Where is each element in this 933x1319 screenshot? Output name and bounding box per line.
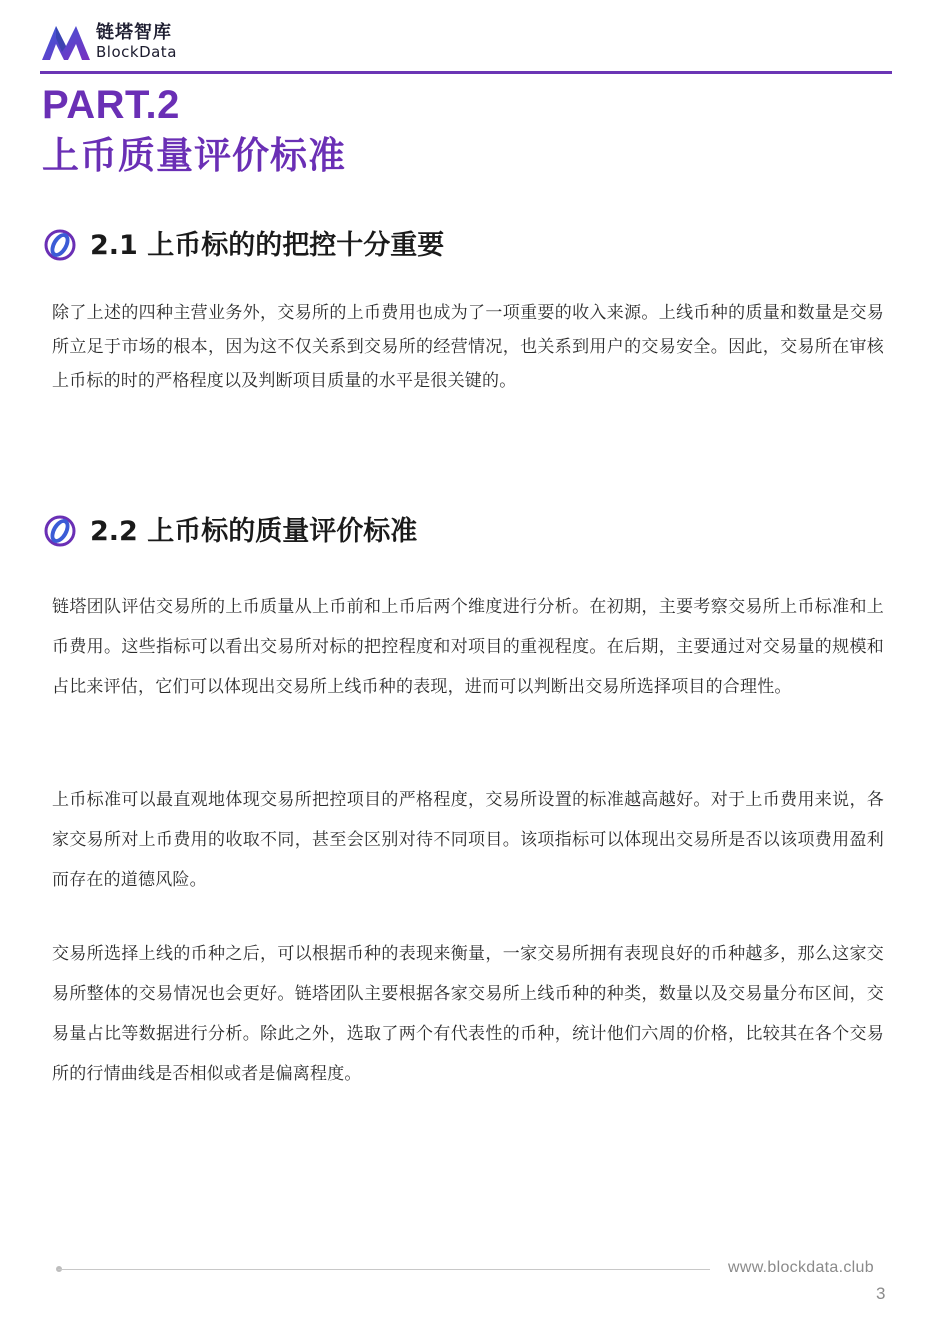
brand-logo (40, 22, 177, 62)
brand-name-cn: 链塔智库 (96, 22, 172, 43)
paragraph: 交易所选择上线的币种之后，可以根据币种的表现来衡量，一家交易所拥有表现良好的币种越多，那么这家交易所整体的交易情况也会更好。链塔团队主要根据各家交易所上线币种的种类，数量以及交易量分布区间，交易量占比等数据进行分析。除此之外，选取了两个有代表性的币种，统计他们六周的价格，比较其在各个交易所的行情曲线是否相似或者是偏离程度。 (52, 944, 884, 1084)
section-bullet-icon (44, 229, 76, 261)
section-title: 2.1 上币标的的把控十分重要 (90, 229, 445, 261)
footer-divider (58, 1269, 710, 1270)
paragraph: 链塔团队评估交易所的上币质量从上币前和上币后两个维度进行分析。在初期，主要考察交易所上币标准和上币费用。这些指标可以看出交易所对标的把控程度和对项目的重视程度。在后期，主要通过对交易量的规模和占比来评估，它们可以体现出交易所上线币种的表现，进而可以判断出交易所选择项目的合理性。 (52, 597, 884, 697)
paragraph: 上币标准可以最直观地体现交易所把控项目的严格程度，交易所设置的标准越高越好。对于上币费用来说，各家交易所对上币费用的收取不同，甚至会区别对待不同项目。该项指标可以体现出交易所是否以该项费用盈利而存在的道德风险。 (52, 790, 884, 890)
paragraph: 除了上述的四种主营业务外，交易所的上币费用也成为了一项重要的收入来源。上线币种的质量和数量是交易所立足于市场的根本，因为这不仅关系到交易所的经营情况，也关系到用户的交易安全。因此，交易所在审核上币标的时的严格程度以及判断项目质量的水平是很关键的。 (52, 303, 884, 391)
section-bullet-icon (44, 515, 76, 547)
part-title: 上币质量评价标准 (42, 134, 346, 177)
part-label: PART.2 (42, 83, 180, 127)
section-title: 2.2 上币标的质量评价标准 (90, 515, 418, 547)
section-heading (44, 229, 444, 261)
header-divider (40, 71, 892, 74)
section-heading (44, 515, 417, 547)
footer-website-link[interactable]: www.blockdata.club (728, 1259, 874, 1276)
page-number: 3 (876, 1284, 886, 1303)
blockdata-logo-icon (40, 22, 92, 62)
brand-name-en: BlockData (96, 43, 177, 61)
